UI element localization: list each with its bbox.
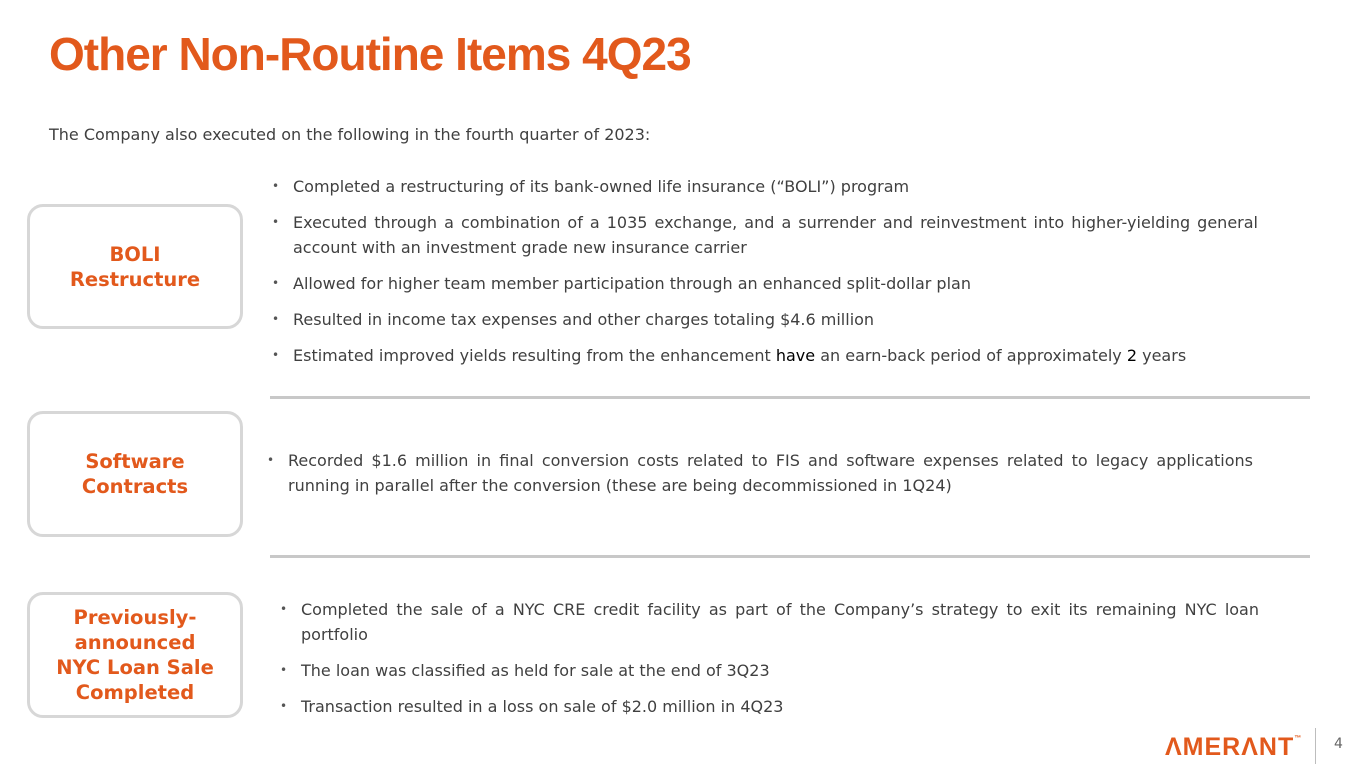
- software-label-line2: Contracts: [81, 475, 189, 498]
- software-label-line1: Software: [85, 450, 185, 473]
- section-divider-2: [270, 555, 1310, 558]
- nyc-loan-sale-label-box: [27, 592, 243, 718]
- boli-restructure-label-box: [27, 204, 243, 329]
- boli-bullet-5-part3: years: [1137, 346, 1187, 365]
- boli-bullet-1: • Completed a restructuring of its bank-owned life insurance (“BOLI”) program: [272, 174, 1258, 199]
- amerant-logo: [1165, 733, 1301, 762]
- section-divider-1: [270, 396, 1310, 399]
- boli-label-line1: BOLI: [109, 242, 161, 266]
- nyc-bullet-1: • Completed the sale of a NYC CRE credit facility as part of the Company’s strategy to exit its remaining NYC loan portfolio: [280, 597, 1259, 647]
- nyc-bullet-3: • Transaction resulted in a loss on sale of $2.0 million in 4Q23: [280, 694, 1259, 719]
- boli-bullet-4: • Resulted in income tax expenses and other charges totaling $4.6 million: [272, 307, 1258, 332]
- nyc-label-line1: Previously-: [73, 606, 197, 629]
- boli-bullet-list: [272, 174, 1258, 368]
- boli-label-line2: Restructure: [69, 267, 201, 291]
- intro-text: The Company also executed on the following in the fourth quarter of 2023:: [49, 125, 651, 144]
- software-bullet-1: • Recorded $1.6 million in final conversion costs related to FIS and software expenses related to legacy applications running in parallel after the conversion (these are being decommissioned in 1Q24): [267, 448, 1253, 498]
- boli-bullet-5-highlight-years: 2: [1126, 346, 1138, 365]
- nyc-label-line2: announced: [74, 631, 196, 654]
- nyc-label-line3: NYC Loan Sale: [56, 656, 214, 679]
- nyc-bullet-list: [280, 597, 1259, 719]
- logo-text: ΛMERΛNT: [1165, 733, 1295, 761]
- boli-bullet-5-part2: an earn-back period of approximately: [815, 346, 1127, 365]
- page-title: Other Non-Routine Items 4Q23: [49, 28, 691, 80]
- boli-bullet-2: • Executed through a combination of a 1035 exchange, and a surrender and reinvestment into higher-yielding general account with an investment grade new insurance carrier: [272, 210, 1258, 260]
- page-number: 4: [1334, 736, 1343, 752]
- footer-separator: [1315, 728, 1316, 764]
- logo-trademark: ™: [1294, 735, 1302, 742]
- boli-bullet-3: • Allowed for higher team member participation through an enhanced split-dollar plan: [272, 271, 1258, 296]
- boli-bullet-5-highlight-have: have: [775, 346, 816, 365]
- boli-bullet-5-part1: Estimated improved yields resulting from the enhancement: [293, 346, 776, 365]
- software-contracts-label-box: [27, 411, 243, 537]
- nyc-bullet-2: • The loan was classified as held for sale at the end of 3Q23: [280, 658, 1259, 683]
- boli-bullet-5: [272, 343, 1258, 368]
- nyc-label-line4: Completed: [75, 681, 195, 704]
- software-bullet-list: [267, 448, 1253, 498]
